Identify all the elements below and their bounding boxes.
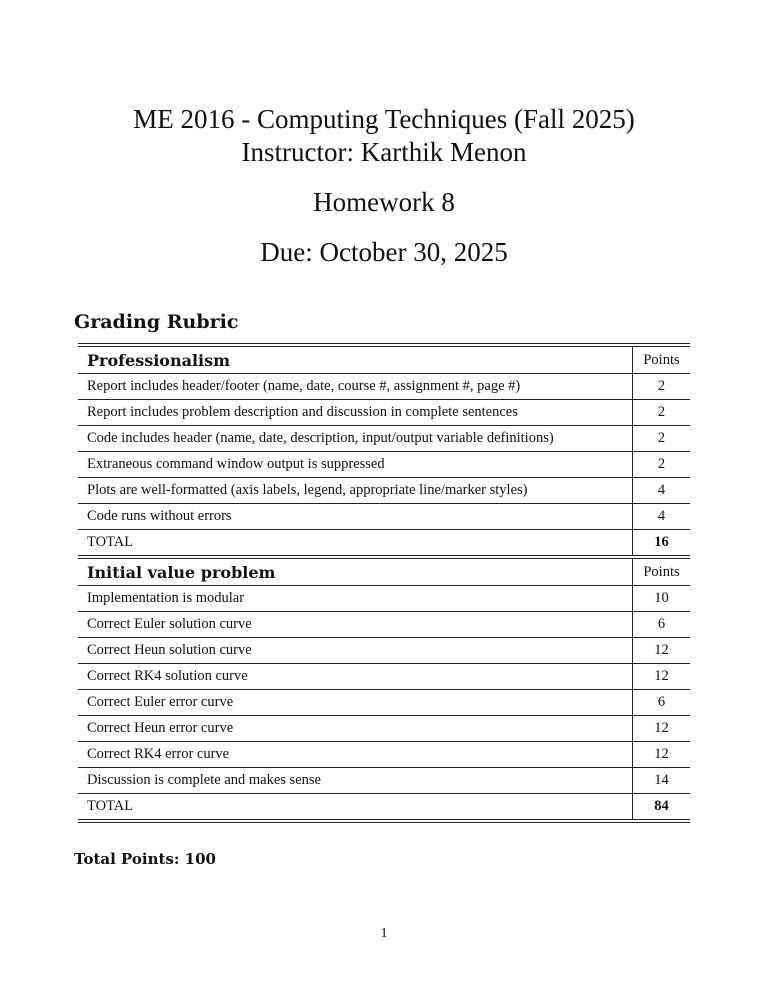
row-points: 2 <box>657 456 666 472</box>
total-value: 84 <box>654 798 669 814</box>
table-row <box>78 690 690 716</box>
row-points: 12 <box>654 720 669 736</box>
table-row <box>78 452 690 478</box>
row-points: 14 <box>654 772 669 788</box>
total-label: TOTAL <box>78 530 633 555</box>
row-points: 2 <box>657 378 666 394</box>
points-column-label: Points <box>643 563 680 580</box>
rubric-heading: Grading Rubric <box>74 311 239 333</box>
row-description: Correct RK4 error curve <box>78 742 633 767</box>
row-description: Discussion is complete and makes sense <box>78 768 633 793</box>
due-date: Due: October 30, 2025 <box>260 237 508 267</box>
table-row <box>78 664 690 690</box>
row-points: 12 <box>654 746 669 762</box>
row-description: Correct Euler error curve <box>78 690 633 715</box>
points-column-label: Points <box>643 351 680 368</box>
row-points: 4 <box>657 508 666 524</box>
total-label: TOTAL <box>78 794 633 819</box>
table-row <box>78 716 690 742</box>
row-description: Correct Heun error curve <box>78 716 633 741</box>
row-description: Report includes header/footer (name, date, course #, assignment #, page #) <box>78 374 633 399</box>
grading-rubric-table <box>78 343 690 823</box>
table-row <box>78 586 690 612</box>
table-bottom-rule <box>78 819 690 823</box>
total-points: Total Points: 100 <box>74 850 216 868</box>
row-points: 12 <box>654 642 669 658</box>
row-points: 6 <box>657 694 666 710</box>
row-description: Plots are well-formatted (axis labels, legend, appropriate line/marker styles) <box>78 478 633 503</box>
group-header-initial-value-problem <box>78 559 690 586</box>
table-row <box>78 742 690 768</box>
row-points: 12 <box>654 668 669 684</box>
total-row-initial-value-problem <box>78 794 690 819</box>
table-row <box>78 426 690 452</box>
row-points: 6 <box>657 616 666 632</box>
row-description: Code includes header (name, date, description, input/output variable definitions) <box>78 426 633 451</box>
row-description: Extraneous command window output is suppressed <box>78 452 633 477</box>
group-header-professionalism <box>78 347 690 374</box>
row-points: 10 <box>654 590 669 606</box>
total-value: 16 <box>654 534 669 550</box>
row-points: 4 <box>657 482 666 498</box>
table-row <box>78 478 690 504</box>
row-description: Report includes problem description and discussion in complete sentences <box>78 400 633 425</box>
row-description: Correct Euler solution curve <box>78 612 633 637</box>
row-description: Implementation is modular <box>78 586 633 611</box>
table-row <box>78 374 690 400</box>
instructor-name: Instructor: Karthik Menon <box>241 137 527 167</box>
homework-title: Homework 8 <box>313 187 455 217</box>
row-description: Correct RK4 solution curve <box>78 664 633 689</box>
course-title: ME 2016 - Computing Techniques (Fall 2025) <box>133 104 635 134</box>
table-row <box>78 504 690 530</box>
group-title: Initial value problem <box>78 559 633 585</box>
table-row <box>78 768 690 794</box>
table-row <box>78 400 690 426</box>
group-title: Professionalism <box>78 347 633 373</box>
table-row <box>78 612 690 638</box>
row-points: 2 <box>657 430 666 446</box>
row-points: 2 <box>657 404 666 420</box>
total-row-professionalism <box>78 530 690 555</box>
table-row <box>78 638 690 664</box>
page-number: 1 <box>380 926 388 941</box>
row-description: Correct Heun solution curve <box>78 638 633 663</box>
row-description: Code runs without errors <box>78 504 633 529</box>
